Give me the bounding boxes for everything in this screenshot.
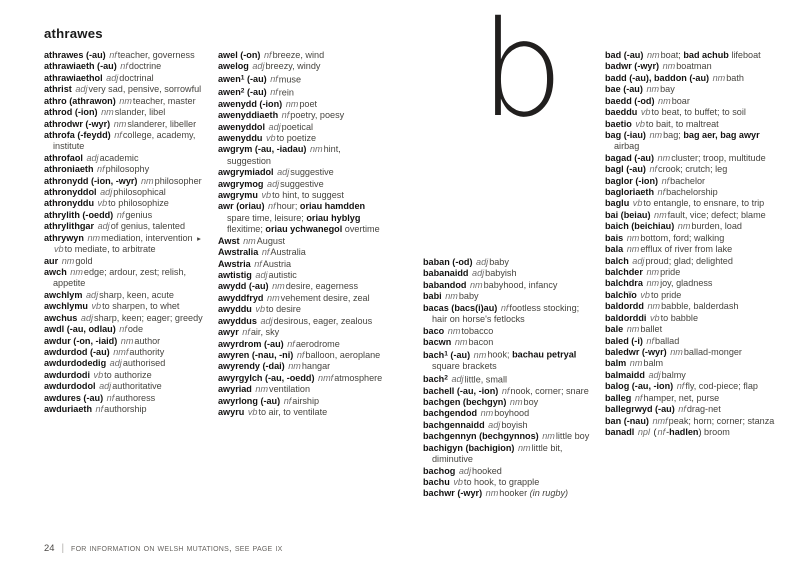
dictionary-entry: babanaidd adjbabyish bbox=[423, 268, 517, 279]
dictionary-entry: awchlymu vbto sharpen, to whet bbox=[44, 301, 180, 312]
dictionary-entry: awyriad nmventilation bbox=[218, 384, 310, 395]
dictionary-entry: athrist adjvery sad, pensive, sorrowful bbox=[44, 84, 202, 95]
dictionary-entry: ban (-nau) nmfpeak; horn; corner; stanza bbox=[605, 415, 775, 426]
dictionary-entry: balch adjproud; glad; delighted bbox=[605, 255, 733, 266]
dictionary-entry: athrod (-ion) nmslander, libel bbox=[44, 107, 166, 118]
dictionary-entry: awchlym adjsharp, keen, acute bbox=[44, 289, 174, 300]
dictionary-entry: awen$^2$ (-au) nfrein bbox=[218, 87, 294, 98]
dictionary-entry: baetio vbto bait, to maltreat bbox=[605, 118, 719, 129]
dictionary-entry: balm nmbalm bbox=[605, 358, 664, 369]
dictionary-entry: awdurdodi vbto authorize bbox=[44, 369, 152, 380]
dictionary-entry: awel (-on) nfbreeze, wind bbox=[218, 50, 325, 60]
dictionary-entry: athrawiaeth (-au) nfdoctrine bbox=[44, 61, 162, 72]
dictionary-entry: awyddu vbto desire bbox=[218, 304, 301, 315]
dictionary-entry: athrodwr (-wyr) nmslanderer, libeller bbox=[44, 118, 197, 129]
dictionary-entry: awen$^1$ (-au) nfmuse bbox=[218, 74, 302, 85]
dictionary-entry: bach$^1$ (-au) nmhook; bachau petryal square brackets bbox=[423, 349, 577, 372]
dictionary-entry: athrywyn nmmediation, intervention ▸ vbto mediate, to arbitrate bbox=[44, 232, 201, 255]
dictionary-entry: awenyddu vbto poetize bbox=[218, 132, 317, 143]
dictionary-entry: bacas (bacs(i)au) nffootless stocking; hair on horse's fetlocks bbox=[423, 302, 580, 325]
dictionary-entry: awyddfryd nmvehement desire, zeal bbox=[218, 292, 370, 303]
folio-number: 24 bbox=[44, 542, 55, 553]
entry-column-1 bbox=[44, 50, 212, 416]
dictionary-entry: baich (beichiau) nmburden, load bbox=[605, 221, 742, 232]
dictionary-entry: bala nmefflux of river from lake bbox=[605, 244, 733, 255]
dictionary-entry: awdl (-au, odlau) nfode bbox=[44, 324, 144, 335]
dictionary-entry: baled (-i) nfballad bbox=[605, 335, 680, 346]
dictionary-entry: athro (athrawon) nmteacher, master bbox=[44, 95, 196, 106]
footer-note: for information on welsh mutations, see page ix bbox=[71, 543, 283, 554]
entry-column-3 bbox=[423, 257, 595, 500]
running-head: athrawes bbox=[44, 26, 103, 41]
dictionary-entry: bachigyn (bachigion) nmlittle bit, diminutive bbox=[423, 442, 563, 465]
dictionary-entry: awenyddiaeth nfpoetry, poesy bbox=[218, 110, 345, 121]
dictionary-entry: awdurdodedig adjauthorised bbox=[44, 358, 166, 369]
dictionary-entry: bae (-au) nmbay bbox=[605, 84, 675, 95]
dictionary-entry: baglu vbto entangle, to ensnare, to trip bbox=[605, 198, 765, 209]
dictionary-entry: badwr (-wyr) nmboatman bbox=[605, 61, 712, 72]
dictionary-entry: badd (-au), baddon (-au) nmbath bbox=[605, 72, 744, 83]
dictionary-entry: awyrlong (-au) nfairship bbox=[218, 395, 320, 406]
dictionary-entry: bale nmballet bbox=[605, 324, 663, 335]
dictionary-entry: baedd (-od) nmboar bbox=[605, 95, 690, 106]
dictionary-entry: bagl (-au) nfcrook; crutch; leg bbox=[605, 164, 728, 175]
dictionary-entry: awdures (-au) nfauthoress bbox=[44, 392, 156, 403]
dictionary-entry: awdurdod (-au) nmfauthority bbox=[44, 346, 165, 357]
dictionary-entry: Awstralia nfAustralia bbox=[218, 247, 306, 258]
dictionary-entry: awyrendy (-dai) nmhangar bbox=[218, 361, 331, 372]
dictionary-entry: awyr nfair, sky bbox=[218, 327, 280, 338]
dictionary-entry: bachgennyn (bechgynnos) nmlittle boy bbox=[423, 431, 590, 442]
dictionary-entry: awdur (-on, -iaid) nmauthor bbox=[44, 335, 161, 346]
dictionary-entry: balchïo vbto pride bbox=[605, 289, 682, 300]
dictionary-entry: bachgen (bechgyn) nmboy bbox=[423, 397, 539, 408]
dictionary-entry: bacwn nmbacon bbox=[423, 336, 494, 347]
dictionary-entry: baglor (-ion) nfbachelor bbox=[605, 175, 706, 186]
dictionary-entry: awyddus adjdesirous, eager, zealous bbox=[218, 315, 373, 326]
dictionary-entry: athronyddu vbto philosophize bbox=[44, 198, 169, 209]
dictionary-entry: bais nmbottom, ford; walking bbox=[605, 232, 725, 243]
entry-columns bbox=[44, 50, 784, 532]
dictionary-entry: Awstria nfAustria bbox=[218, 258, 292, 269]
dictionary-entry: balmaidd adjbalmy bbox=[605, 369, 686, 380]
dictionary-entry: athronyddol adjphilosophical bbox=[44, 187, 166, 198]
dictionary-entry: athronydd (-ion, -wyr) nmphilosopher bbox=[44, 175, 202, 186]
dictionary-entry: bachgendod nmboyhood bbox=[423, 408, 530, 419]
dictionary-entry: ballegrwyd (-au) nfdrag-net bbox=[605, 404, 721, 415]
dictionary-entry: bachell (-au, -ion) nfnook, corner; snare bbox=[423, 385, 589, 396]
dictionary-entry: baban (-od) adjbaby bbox=[423, 257, 509, 267]
dictionary-entry: awtistig adjautistic bbox=[218, 270, 297, 281]
dictionary-entry: awgrymiadol adjsuggestive bbox=[218, 167, 334, 178]
dictionary-entry: awgrymu vbto hint, to suggest bbox=[218, 190, 344, 201]
dictionary-entry: bagad (-au) nmcluster; troop, multitude bbox=[605, 152, 766, 163]
dictionary-entry: bachu vbto hook, to grapple bbox=[423, 477, 540, 488]
dictionary-entry: athrylith (-oedd) nfgenius bbox=[44, 209, 153, 220]
dictionary-entry: awydd (-au) nmdesire, eagerness bbox=[218, 281, 358, 292]
dictionary-entry: awyren (-nau, -ni) nfballoon, aeroplane bbox=[218, 349, 381, 360]
dictionary-entry: bachog adjhooked bbox=[423, 465, 502, 476]
dictionary-entry: banadl npl (nf-hadlen) broom bbox=[605, 426, 730, 437]
dictionary-entry: balchder nmpride bbox=[605, 267, 681, 278]
dictionary-entry: babi nmbaby bbox=[423, 291, 479, 302]
dictionary-entry: awgrym (-au, -iadau) nmhint, suggestion bbox=[218, 144, 341, 166]
dictionary-entry: athrawiaethol adjdoctrinal bbox=[44, 72, 154, 83]
dictionary-entry: balleg nfhamper, net, purse bbox=[605, 392, 720, 403]
dictionary-entry: bach$^2$ adjlittle, small bbox=[423, 374, 508, 385]
dictionary-entry: awelog adjbreezy, windy bbox=[218, 61, 321, 72]
dictionary-entry: awchus adjsharp, keen; eager; greedy bbox=[44, 312, 203, 323]
dictionary-entry: baldorddi vbto babble bbox=[605, 312, 698, 323]
dictionary-entry: athrofa (-feydd) nfcollege, academy, institute bbox=[44, 129, 196, 152]
dictionary-entry: athrawes (-au) nfteacher, governess bbox=[44, 50, 195, 60]
dictionary-entry: baledwr (-wyr) nmballad-monger bbox=[605, 346, 742, 357]
dictionary-entry: Awst nmAugust bbox=[218, 235, 286, 246]
dictionary-entry: bachgennaidd adjboyish bbox=[423, 419, 528, 430]
dictionary-entry: balog (-au, -ion) nffly, cod-piece; flap bbox=[605, 381, 758, 392]
dictionary-entry: athrofaol adjacademic bbox=[44, 152, 139, 163]
section-letter-b: b bbox=[480, 0, 564, 147]
dictionary-entry: baco nmtobacco bbox=[423, 325, 494, 336]
dictionary-entry: babandod nmbabyhood, infancy bbox=[423, 279, 558, 290]
dictionary-entry: bai (beiau) nmfault, vice; defect; blame bbox=[605, 209, 766, 220]
dictionary-entry: awduriaeth nfauthorship bbox=[44, 404, 147, 415]
dictionary-entry: balchdra nmjoy, gladness bbox=[605, 278, 713, 289]
page-footer bbox=[44, 542, 283, 554]
dictionary-entry: awgrymog adjsuggestive bbox=[218, 178, 324, 189]
dictionary-entry: bag (-iau) nmbag; bag aer, bag awyr airbag bbox=[605, 129, 760, 152]
entry-column-4 bbox=[605, 50, 784, 438]
dictionary-entry: baldordd nmbabble, balderdash bbox=[605, 301, 739, 312]
dictionary-entry: bachwr (-wyr) nmhooker (in rugby) bbox=[423, 488, 569, 499]
dictionary-entry: awdurdodol adjauthoritative bbox=[44, 381, 162, 392]
dictionary-entry: athroniaeth nfphilosophy bbox=[44, 164, 150, 175]
dictionary-entry: awch nmedge; ardour, zest; relish, appetite bbox=[44, 267, 187, 289]
dictionary-entry: baeddu vbto beat, to buffet; to soil bbox=[605, 107, 746, 118]
dictionary-entry: bad (-au) nmboat; bad achub lifeboat bbox=[605, 50, 761, 60]
dictionary-entry: awyru vbto air, to ventilate bbox=[218, 407, 328, 418]
dictionary-entry: aur nmgold bbox=[44, 255, 93, 266]
dictionary-entry: awyrdrom (-au) nfaerodrome bbox=[218, 338, 340, 349]
dictionary-entry: awr (oriau) nfhour; oriau hamdden spare time, leisure; oriau hyblyg flexitime; oriau ychwanegol overtime bbox=[218, 201, 380, 235]
dictionary-entry: awenyddol adjpoetical bbox=[218, 121, 314, 132]
dictionary-entry: bagloriaeth nfbachelorship bbox=[605, 187, 718, 198]
dictionary-entry: awyrgylch (-au, -oedd) nmfatmosphere bbox=[218, 372, 383, 383]
entry-column-2 bbox=[218, 50, 386, 419]
dictionary-entry: awenydd (-ion) nmpoet bbox=[218, 98, 318, 109]
footer-divider: | bbox=[61, 543, 65, 554]
dictionary-entry: athrylithgar adjof genius, talented bbox=[44, 221, 186, 232]
